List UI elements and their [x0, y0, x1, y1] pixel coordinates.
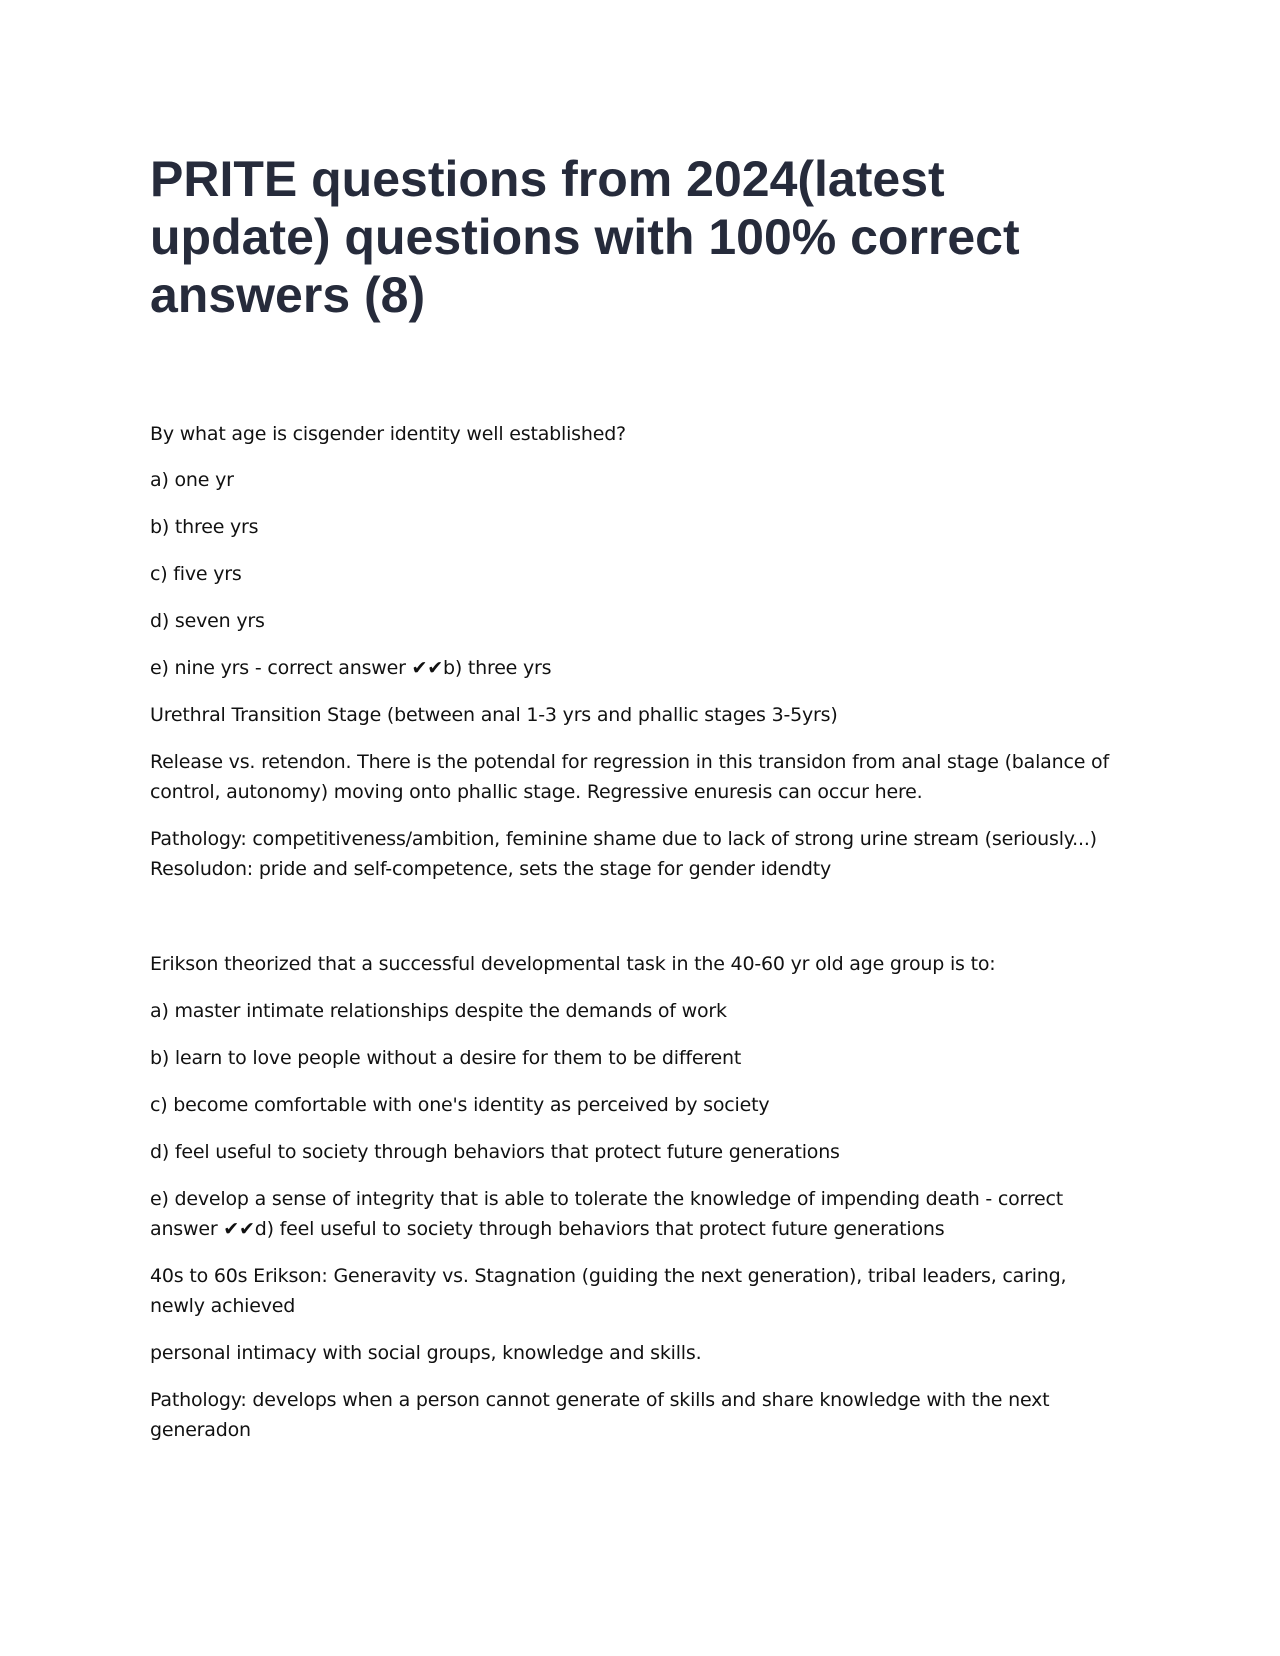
q1-option-c: c) five yrs — [150, 563, 242, 585]
q1-explanation-resolution: Resoludon: pride and self-competence, sets the stage for gender idendty — [150, 858, 832, 880]
q2-option-c: c) become comfortable with one's identity as perceived by society — [150, 1094, 770, 1116]
q2-explanation-pathology: Pathology: develops when a person cannot generate of skills and share knowledge with the next generadon — [150, 1389, 1050, 1441]
q1-option-d: d) seven yrs — [150, 610, 265, 632]
q1-explanation-stage: Urethral Transition Stage (between anal 1-3 yrs and phallic stages 3-5yrs) — [150, 704, 838, 726]
q2-option-e-answer: e) develop a sense of integrity that is able to tolerate the knowledge of impending death - correct answer ✔✔d) feel useful to society through behaviors that protect future generations — [150, 1188, 1064, 1240]
q2-explanation-intimacy: personal intimacy with social groups, knowledge and skills. — [150, 1342, 702, 1364]
q2-option-a: a) master intimate relationships despite the demands of work — [150, 1000, 727, 1022]
question-1: By what age is cisgender identity well established? — [150, 423, 626, 445]
q1-explanation-release: Release vs. retendon. There is the potendal for regression in this transidon from anal stage (balance of control, autonomy) moving onto phallic stage. Regressive enuresis can occur here. — [150, 751, 1109, 803]
q2-option-d: d) feel useful to society through behaviors that protect future generations — [150, 1141, 840, 1163]
q2-explanation-generativity: 40s to 60s Erikson: Generavity vs. Stagnation (guiding the next generation), tribal leaders, caring, newly achieved — [150, 1265, 1067, 1317]
q1-option-b: b) three yrs — [150, 516, 259, 538]
q2-option-b: b) learn to love people without a desire for them to be different — [150, 1047, 742, 1069]
q1-explanation-pathology: Pathology: competitiveness/ambition, feminine shame due to lack of strong urine stream (seriously...) — [150, 828, 1097, 850]
q1-option-a: a) one yr — [150, 469, 234, 491]
document-title: PRITE questions from 2024(latest update) questions with 100% correct answers (8) — [150, 151, 1020, 323]
question-2: Erikson theorized that a successful developmental task in the 40-60 yr old age group is to: — [150, 953, 996, 975]
q1-option-e-answer: e) nine yrs - correct answer ✔✔b) three yrs — [150, 657, 552, 679]
